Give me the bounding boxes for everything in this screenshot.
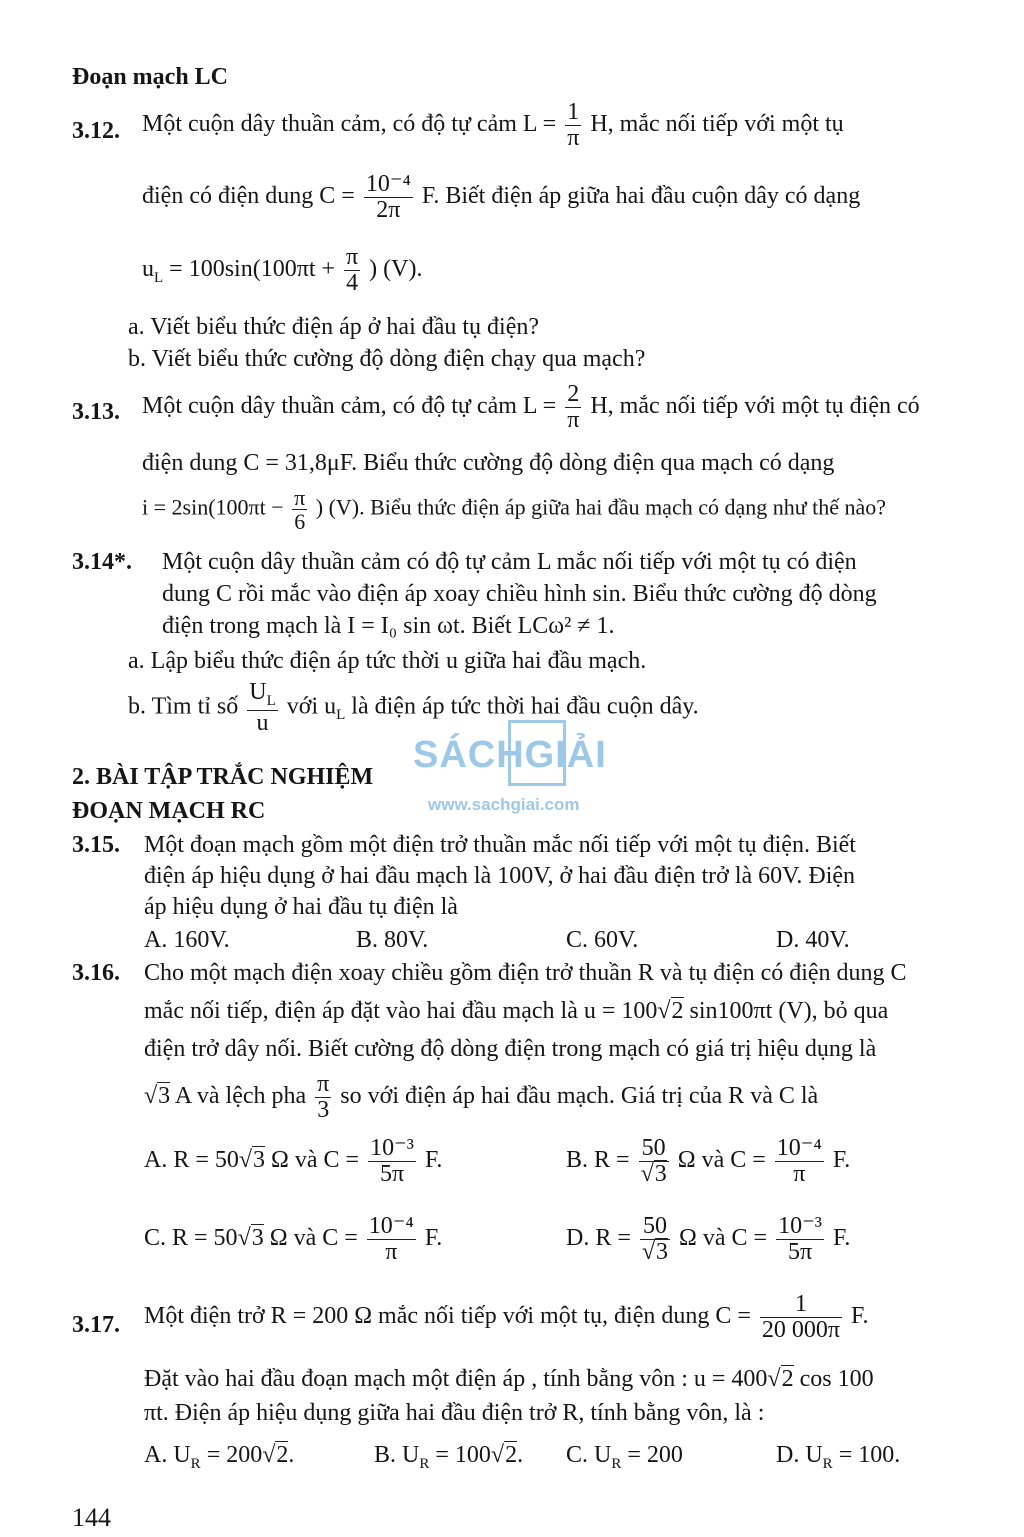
exercise-number: 3.17. — [72, 1312, 120, 1338]
option-d: D. R = $\frac{50}{√3}$ Ω và C = $\frac{\text{10⁻³}}{5\pi}$ F. — [566, 1213, 851, 1266]
watermark-title: SÁCHGIẢI — [413, 734, 607, 776]
text: với u — [286, 693, 337, 720]
option-d: D. $U_R = 100$. — [776, 1442, 901, 1472]
watermark-logo — [408, 720, 618, 820]
option-c: C. 60V. — [566, 927, 639, 953]
exercise-line: Một cuộn dây thuần cảm có độ tự cảm L mắc nối tiếp với một tụ có điện — [162, 549, 857, 575]
fraction: $\frac{\pi}{4}$ — [346, 244, 359, 297]
sub-question-b: b. Viết biểu thức cường độ dòng điện chạy qua mạch? — [128, 346, 646, 372]
text: cos 100 — [799, 1366, 874, 1392]
option-d: D. 40V. — [776, 927, 850, 953]
option-b: B. R = $\frac{50}{√3}$ Ω và C = $\frac{\text{10⁻⁴}}{\pi}$ F. — [566, 1135, 851, 1188]
exercise-line: điện trong mạch là I = I₀ sin ωt. Biết LCω² ≠ 1. — [162, 613, 615, 639]
text: ) (V). — [369, 256, 423, 283]
section-title-lc: Đoạn mạch LC — [72, 64, 229, 90]
exercise-line — [144, 1072, 818, 1123]
subscript: L — [336, 707, 346, 724]
text: F. Biết điện áp giữa hai đầu cuộn dây có dạng — [421, 183, 861, 210]
text: so với điện áp hai đầu mạch. Giá trị của R và C là — [340, 1083, 819, 1110]
exercise-line: dung C rồi mắc vào điện áp xoay chiều hình sin. Biểu thức cường độ dòng — [162, 581, 877, 607]
heading-multiple-choice: 2. BÀI TẬP TRẮC NGHIỆM — [72, 764, 374, 790]
option-c: C. R = 50√3 Ω và C = $\frac{\text{10⁻⁴}}{\pi}$ F. — [144, 1213, 443, 1266]
exercise-number: 3.14*. — [72, 549, 132, 575]
text: Một cuộn dây thuần cảm, có độ tự cảm L = — [142, 111, 557, 138]
exercise-line — [144, 996, 888, 1026]
text: ) (V). Biểu thức điện áp giữa hai đầu mạch có dạng như thế nào? — [315, 494, 887, 520]
exercise-line — [142, 486, 886, 533]
watermark-url: www.sachgiai.com — [428, 795, 580, 814]
exercise-line: điện áp hiệu dụng ở hai đầu mạch là 100V, ở hai đầu điện trở là 60V. Điện — [144, 863, 856, 889]
fraction: $\frac{U_L}{u}$ — [249, 679, 276, 736]
exercise-number: 3.12. — [72, 118, 120, 144]
text: b. Tìm tỉ số — [128, 693, 239, 720]
exercise-line — [142, 172, 860, 223]
sqrt-symbol: √2 — [767, 1366, 794, 1392]
fraction: $\frac{1}{\pi}$ — [567, 99, 580, 152]
sub-question-a: a. Lập biểu thức điện áp tức thời u giữa hai đầu mạch. — [128, 648, 647, 674]
text: Một điện trở R = 200 Ω mắc nối tiếp với một tụ, điện dung C = — [144, 1303, 751, 1330]
text: H, mắc nối tiếp với một tụ điện có — [590, 393, 920, 420]
heading-rc-circuit: ĐOẠN MẠCH RC — [72, 798, 266, 824]
option-a: A. $U_R = 200√2$. — [144, 1442, 295, 1472]
option-b: B. 80V. — [356, 927, 429, 953]
exercise-number: 3.15. — [72, 832, 120, 858]
exercise-line: điện trở dây nối. Biết cường độ dòng điện trong mạch có giá trị hiệu dụng là — [144, 1036, 877, 1062]
text: H, mắc nối tiếp với một tụ — [590, 111, 844, 138]
option-c: C. $U_R = 200$ — [566, 1442, 683, 1472]
exercise-line — [142, 100, 844, 151]
fraction: $\frac{1}{20 000\pi}$ — [761, 1291, 841, 1344]
exercise-number: 3.16. — [72, 960, 120, 986]
text: điện có điện dung C = — [142, 183, 355, 210]
exercise-line: Cho một mạch điện xoay chiều gồm điện trở thuần R và tụ điện có điện dung C — [144, 960, 907, 986]
text: là điện áp tức thời hai đầu cuộn dây. — [351, 693, 699, 720]
exercise-line: πt. Điện áp hiệu dụng giữa hai đầu điện trở R, tính bằng vôn, là : — [144, 1400, 765, 1426]
page-number: 144 — [72, 1503, 111, 1532]
option-a: A. 160V. — [144, 927, 230, 953]
subscript: L — [154, 270, 164, 286]
text: sin100πt (V), bỏ qua — [689, 998, 889, 1024]
exercise-line: áp hiệu dụng ở hai đầu tụ điện là — [144, 894, 458, 920]
exercise-number: 3.13. — [72, 399, 120, 425]
text: u — [142, 256, 154, 283]
text: Đặt vào hai đầu đoạn mạch một điện áp , tính bằng vôn : u = 400 — [144, 1366, 768, 1392]
fraction: $\frac{2}{\pi}$ — [567, 381, 580, 434]
exercise-line: Một đoạn mạch gồm một điện trở thuần mắc nối tiếp với một tụ điện. Biết — [144, 832, 856, 858]
text: i = 2sin(100πt − — [142, 494, 284, 520]
text: mắc nối tiếp, điện áp đặt vào hai đầu mạch là u = 100 — [144, 998, 658, 1024]
text: F. — [851, 1303, 869, 1330]
sqrt-symbol: √3 — [144, 1083, 171, 1110]
exercise-line — [142, 245, 422, 296]
fraction: $\frac{\pi}{6}$ — [294, 485, 306, 535]
fraction: $\frac{\pi}{3}$ — [317, 1071, 330, 1124]
text: A và lệch pha — [174, 1083, 307, 1110]
exercise-line — [144, 1292, 868, 1343]
text: Một cuộn dây thuần cảm, có độ tự cảm L = — [142, 393, 557, 420]
fraction: $\frac{\text{10⁻⁴}}{2\pi}$ — [365, 171, 411, 224]
sqrt-symbol: √2 — [657, 998, 684, 1024]
option-a: A. R = 50√3 Ω và C = $\frac{\text{10⁻³}}{5\pi}$ F. — [144, 1135, 443, 1188]
exercise-line — [144, 1364, 874, 1394]
option-b: B. $U_R = 100√2$. — [374, 1442, 524, 1472]
exercise-line: điện dung C = 31,8μF. Biểu thức cường độ dòng điện qua mạch có dạng — [142, 450, 835, 476]
exercise-line — [142, 382, 920, 433]
text: = 100sin(100πt + — [169, 256, 336, 283]
sub-question-a: a. Viết biểu thức điện áp ở hai đầu tụ điện? — [128, 314, 540, 340]
